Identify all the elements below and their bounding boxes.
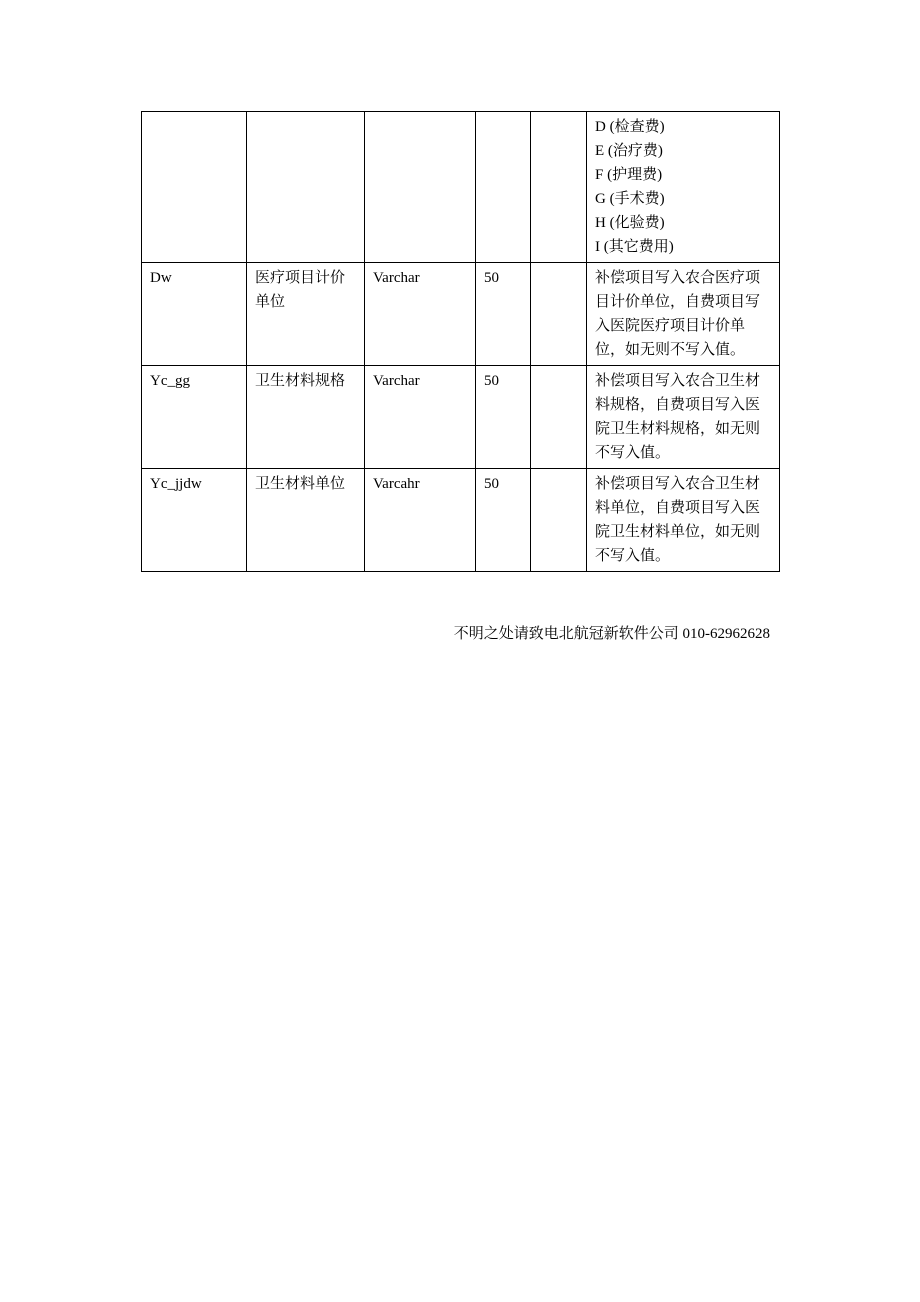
cell-blank <box>531 263 587 366</box>
fee-type-f: F (护理费) <box>595 167 663 183</box>
fee-type-h: H (化验费) <box>595 215 665 231</box>
table-row-dw <box>142 263 780 366</box>
table-row-fee-types <box>142 112 780 263</box>
description-text: 补偿项目写入农合医疗项目计价单位，自费项目写入医院医疗项目计价单位，如无则不写入值。 <box>595 270 761 358</box>
footer-contact-note: 不明之处请致电北航冠新软件公司 010-62962628 <box>453 626 770 642</box>
cell-description <box>587 263 780 366</box>
cell-type: Varchar <box>365 263 476 366</box>
fee-type-g: G (手术费) <box>595 191 665 207</box>
cell-type: Varchar <box>365 366 476 469</box>
cell-length <box>476 112 531 263</box>
cell-field <box>142 112 247 263</box>
cell-name <box>247 263 365 366</box>
cell-length: 50 <box>476 263 531 366</box>
cell-name <box>247 112 365 263</box>
cell-name <box>247 366 365 469</box>
cell-length: 50 <box>476 366 531 469</box>
fee-type-e: E (治疗费) <box>595 143 663 159</box>
cell-name <box>247 469 365 572</box>
table-row-yc-gg <box>142 366 780 469</box>
field-definition-table <box>141 111 780 572</box>
cell-description <box>587 366 780 469</box>
fee-type-i: I (其它费用) <box>595 239 674 255</box>
cell-length: 50 <box>476 469 531 572</box>
description-text: 补偿项目写入农合卫生材料单位，自费项目写入医院卫生材料单位，如无则不写入值。 <box>595 476 761 564</box>
cell-field: Yc_jjdw <box>142 469 247 572</box>
cell-description <box>587 469 780 572</box>
table-row-yc-jjdw <box>142 469 780 572</box>
cell-blank <box>531 469 587 572</box>
field-name-text: 卫生材料规格 <box>255 373 346 389</box>
description-text: 补偿项目写入农合卫生材料规格，自费项目写入医院卫生材料规格，如无则不写入值。 <box>595 373 761 461</box>
cell-field: Dw <box>142 263 247 366</box>
cell-blank <box>531 366 587 469</box>
cell-type <box>365 112 476 263</box>
field-name-text: 卫生材料单位 <box>255 476 346 492</box>
cell-blank <box>531 112 587 263</box>
cell-type: Varcahr <box>365 469 476 572</box>
field-name-text: 医疗项目计价单位 <box>255 270 346 310</box>
cell-notes <box>587 112 780 263</box>
cell-field: Yc_gg <box>142 366 247 469</box>
fee-type-d: D (检查费) <box>595 119 665 135</box>
